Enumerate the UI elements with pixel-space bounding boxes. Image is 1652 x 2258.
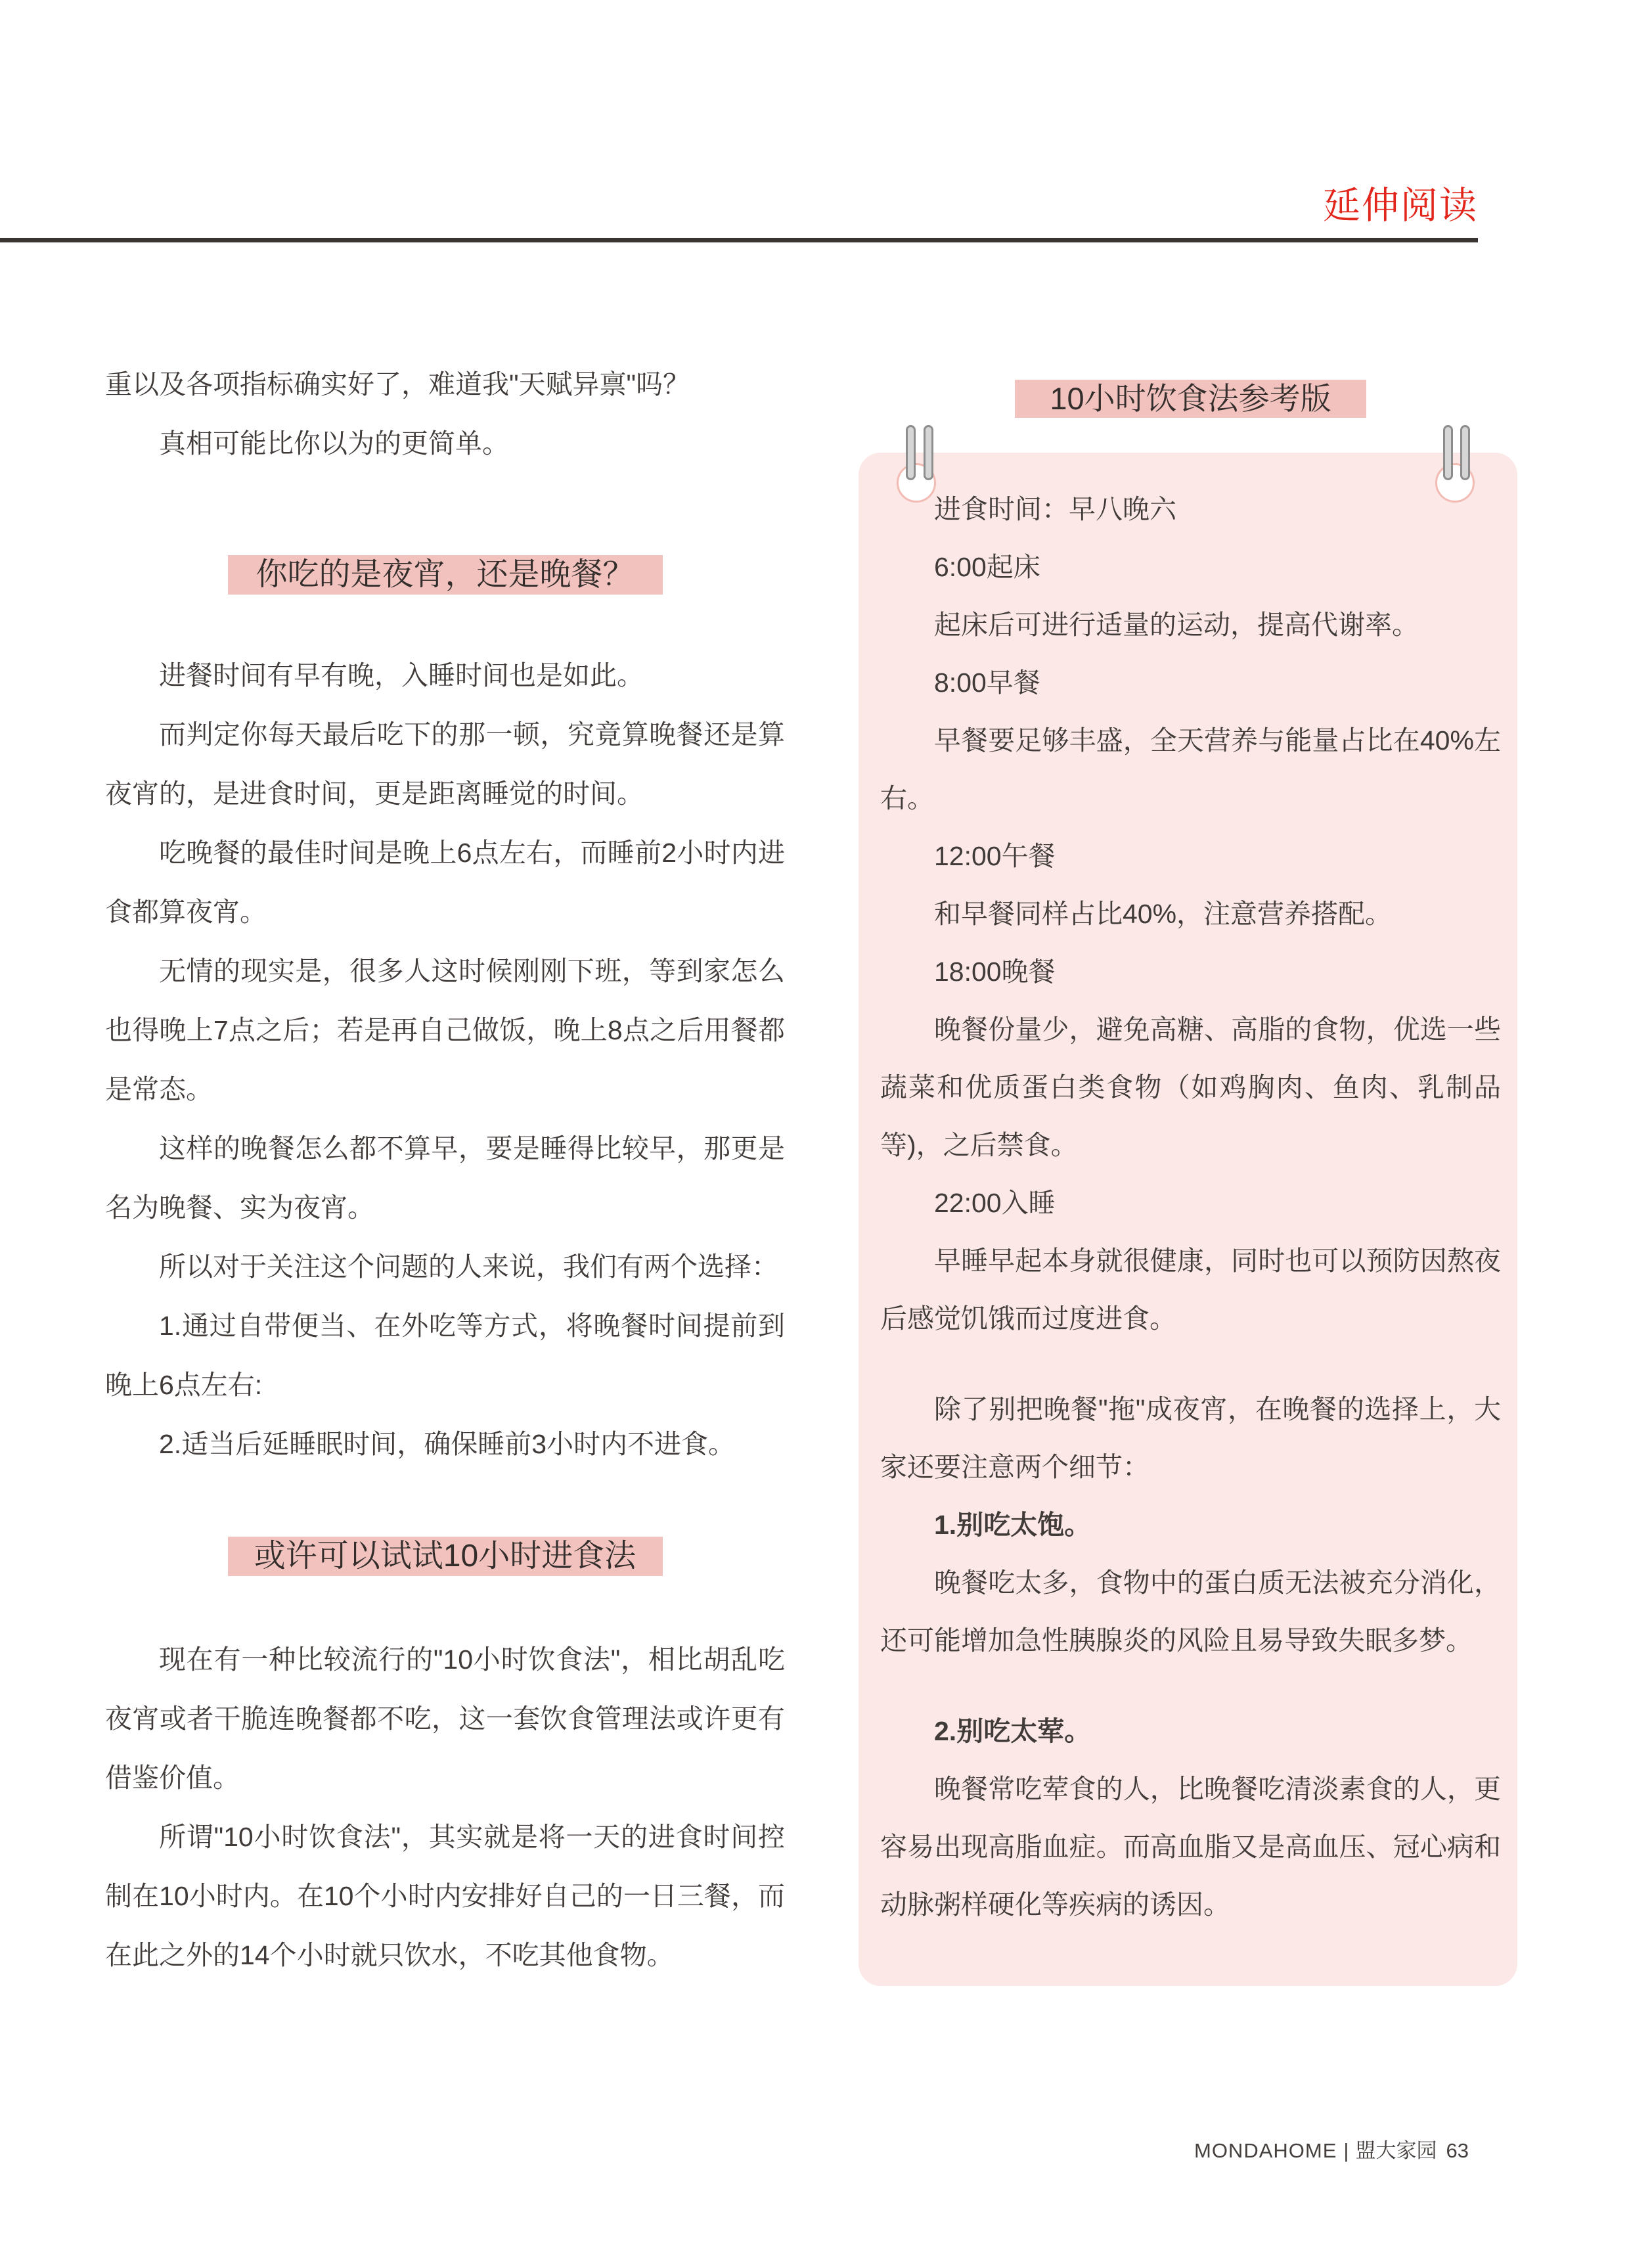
paragraph: 所以对于关注这个问题的人来说，我们有两个选择： — [159, 1252, 778, 1282]
paragraph: 早餐要足够丰盛，全天营养与能量占比在40%左右。 — [880, 725, 1501, 813]
paragraph: 晚餐常吃荤食的人，比晚餐吃清淡素食的人，更容易出现高脂血症。而高血脂又是高血压、冠心病和动脉粥样硬化等疾病的诱因。 — [880, 1774, 1501, 1920]
binder-clip-icon — [906, 425, 916, 480]
paragraph: 晚餐份量少，避免高糖、高脂的食物，优选一些蔬菜和优质蛋白类食物（如鸡胸肉、鱼肉、乳制品等)，之后禁食。 — [880, 1014, 1501, 1160]
paragraph: 和早餐同样占比40%，注意营养搭配。 — [934, 899, 1393, 929]
section-heading-dinner-or-supper: 你吃的是夜宵，还是晚餐？ — [228, 555, 663, 595]
paragraph: 2.别吃太荤。 — [934, 1716, 1092, 1746]
section2-paragraphs — [105, 1630, 785, 1985]
intro-paragraphs — [105, 355, 785, 473]
paragraph: 6:00起床 — [934, 552, 1040, 582]
binder-clip-icon — [1443, 425, 1453, 480]
paragraph: 而判定你每天最后吃下的那一顿，究竟算晚餐还是算夜宵的，是进食时间，更是距离睡觉的时间。 — [105, 719, 785, 809]
paragraph: 晚餐吃太多，食物中的蛋白质无法被充分消化，还可能增加急性胰腺炎的风险且易导致失眠多梦。 — [880, 1568, 1501, 1656]
binder-clip-icon — [1460, 425, 1470, 480]
paragraph: 早睡早起本身就很健康，同时也可以预防因熬夜后感觉饥饿而过度进食。 — [880, 1246, 1501, 1334]
section-tag: 延伸阅读 — [1323, 185, 1478, 227]
paragraph: 进食时间：早八晚六 — [934, 494, 1176, 524]
header-divider — [0, 238, 1478, 242]
paragraph: 现在有一种比较流行的"10小时饮食法"，相比胡乱吃夜宵或者干脆连晚餐都不吃，这一套饮食管理法或许更有借鉴价值。 — [105, 1644, 785, 1793]
paragraph: 无情的现实是，很多人这时候刚刚下班，等到家怎么也得晚上7点之后；若是再自己做饭，晚上8点之后用餐都是常态。 — [105, 956, 785, 1104]
paragraph: 真相可能比你以为的更简单。 — [159, 428, 509, 459]
paragraph: 除了别把晚餐"拖"成夜宵，在晚餐的选择上，大家还要注意两个细节： — [880, 1394, 1501, 1482]
paragraph: 1.别吃太饱。 — [934, 1510, 1092, 1540]
diet-schedule-card — [859, 453, 1517, 1986]
note-card-title: 10小时饮食法参考版 — [1015, 380, 1366, 418]
paragraph: 12:00午餐 — [934, 841, 1056, 871]
brand-name: MONDAHOME — [1194, 2139, 1337, 2162]
paragraph: 1.通过自带便当、在外吃等方式，将晚餐时间提前到晚上6点左右: — [105, 1311, 785, 1400]
page-footer — [1194, 2134, 1469, 2163]
footer-separator: | — [1343, 2139, 1349, 2162]
paragraph: 这样的晚餐怎么都不算早，要是睡得比较早，那更是名为晚餐、实为夜宵。 — [105, 1133, 785, 1223]
paragraph: 进餐时间有早有晚，入睡时间也是如此。 — [159, 660, 644, 690]
paragraph: 所谓"10小时饮食法"，其实就是将一天的进食时间控制在10小时内。在10个小时内安排好自己的一日三餐，而在此之外的14个小时就只饮水，不吃其他食物。 — [105, 1822, 785, 1970]
paragraph: 吃晚餐的最佳时间是晚上6点左右，而睡前2小时内进食都算夜宵。 — [105, 838, 785, 927]
paragraph: 重以及各项指标确实好了，难道我"天赋异禀"吗？ — [105, 369, 690, 399]
paragraph: 22:00入睡 — [934, 1188, 1056, 1218]
site-name: 盟大家园 — [1355, 2139, 1437, 2162]
paragraph: 起床后可进行适量的运动，提高代谢率。 — [934, 610, 1419, 640]
paragraph: 8:00早餐 — [934, 667, 1040, 698]
paragraph: 18:00晚餐 — [934, 957, 1056, 987]
left-text-column — [105, 355, 785, 1985]
card-paragraphs — [880, 480, 1501, 1933]
section1-paragraphs — [105, 646, 785, 1474]
section-heading-10hour-method: 或许可以试试10小时进食法 — [228, 1537, 663, 1576]
paragraph: 2.适当后延睡眠时间，确保睡前3小时内不进食。 — [159, 1429, 735, 1459]
binder-clip-icon — [924, 425, 933, 480]
page-number: 63 — [1446, 2139, 1469, 2162]
